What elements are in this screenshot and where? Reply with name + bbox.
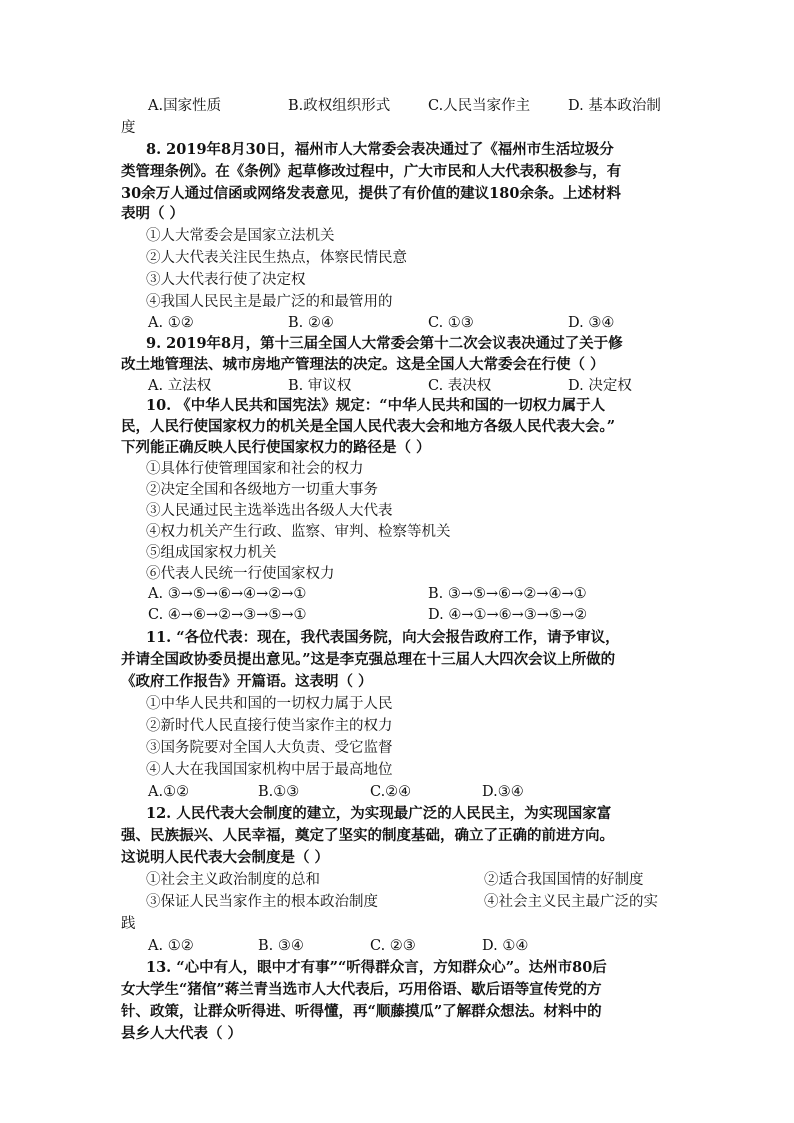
q12-stem-line-2: 强、民族振兴、人民幸福，奠定了坚实的制度基础，确立了正确的前进方向。 [121, 827, 614, 844]
q8-item-4: ④我国人民民主是最广泛的和最管用的 [146, 294, 393, 310]
q8-stem-line-3: 30余万人通过信函或网络发表意见，提供了有价值的建议180余条。上述材料 [121, 185, 621, 202]
q11-item-2: ②新时代人民直接行使当家作主的权力 [146, 718, 393, 734]
q9-stem-line-1: 9. 2019年8月，第十三届全国人大常委会第十二次会议表决通过了关于修 [146, 335, 623, 352]
q8-item-2: ②人大代表关注民生热点，体察民情民意 [146, 250, 407, 266]
q11-item-4: ④人大在我国国家机构中居于最高地位 [146, 762, 393, 778]
q7-option-a: A.国家性质 [148, 98, 222, 114]
q9-option-b: B. 审议权 [288, 378, 352, 394]
q11-option-a: A.①② [148, 784, 190, 800]
q11-options [148, 782, 628, 802]
q10-item-6: ⑥代表人民统一行使国家权力 [146, 566, 335, 582]
q10-options-row-2 [148, 605, 688, 625]
q12-option-d: D. ①④ [482, 938, 529, 954]
q10-options-row-1 [148, 584, 688, 604]
q10-option-a: A. ③→⑤→⑥→④→②→① [148, 586, 307, 602]
q10-option-d: D. ④→①→⑥→③→⑤→② [428, 607, 588, 623]
q11-option-b: B.①③ [258, 784, 300, 800]
q8-stem-line-4: 表明（ ） [121, 205, 185, 222]
q8-option-a: A. ①② [148, 315, 194, 331]
q12-option-a: A. ①② [148, 938, 194, 954]
q11-option-d: D.③④ [482, 784, 524, 800]
q10-item-3: ③人民通过民主选举选出各级人大代表 [146, 503, 393, 519]
q10-stem-line-3: 下列能正确反映人民行使国家权力的路径是（ ） [121, 439, 431, 456]
q11-stem-line-1: 11. “各位代表：现在，我代表国务院，向大会报告政府工作，请予审议， [146, 629, 620, 646]
q12-item-4-wrap: 践 [121, 916, 136, 932]
q10-stem-line-1: 10. 《中华人民共和国宪法》规定：“中华人民共和国的一切权力属于人 [146, 397, 606, 414]
q12-option-b: B. ③④ [258, 938, 304, 954]
q11-item-3: ③国务院要对全国人大负责、受它监督 [146, 740, 393, 756]
q10-stem-line-2: 民，人民行使国家权力的机关是全国人民代表大会和地方各级人民代表大会。” [121, 418, 616, 435]
q7-option-c: C.人民当家作主 [428, 98, 531, 114]
q8-option-d: D. ③④ [568, 315, 615, 331]
q7-option-d: D. 基本政治制 [568, 98, 661, 114]
q7-options [148, 96, 688, 116]
q10-item-1: ①具体行使管理国家和社会的权力 [146, 461, 364, 477]
q9-option-a: A. 立法权 [148, 378, 212, 394]
q13-stem-line-3: 针、政策，让群众听得进、听得懂，再“顺藤摸瓜”了解群众想法。材料中的 [121, 1003, 602, 1020]
q8-item-3: ③人大代表行使了决定权 [146, 272, 306, 288]
q8-option-c: C. ①③ [428, 315, 474, 331]
q13-stem-line-1: 13. “心中有人，眼中才有事”“听得群众言，方知群众心”。达州市80后 [146, 959, 607, 976]
q12-stem-line-1: 12. 人民代表大会制度的建立，为实现最广泛的人民民主，为实现国家富 [146, 805, 612, 822]
q8-item-1: ①人大常委会是国家立法机关 [146, 228, 335, 244]
q12-stem-line-3: 这说明人民代表大会制度是（ ） [121, 849, 330, 866]
q9-options [148, 376, 688, 396]
q12-item-3: ③保证人民当家作主的根本政治制度 [146, 894, 378, 910]
q10-item-5: ⑤组成国家权力机关 [146, 545, 277, 561]
q10-item-4: ④权力机关产生行政、监察、审判、检察等机关 [146, 524, 451, 540]
q13-stem-line-4: 县乡人大代表（ ） [121, 1025, 243, 1042]
q12-item-2: ②适合我国国情的好制度 [484, 872, 644, 888]
q13-stem-line-2: 女大学生“猪倌”蒋兰青当选市人大代表后，巧用俗语、歇后语等宣传党的方 [121, 981, 602, 998]
q11-option-c: C.②④ [370, 784, 412, 800]
q12-options [148, 936, 628, 956]
q8-stem-line-1: 8. 2019年8月30日，福州市人大常委会表决通过了《福州市生活垃圾分 [146, 141, 614, 158]
q9-stem-line-2: 改土地管理法、城市房地产管理法的决定。这是全国人大常委会在行使（ ） [121, 356, 605, 373]
q10-option-c: C. ④→⑥→②→③→⑤→① [148, 607, 307, 623]
q11-stem-line-2: 并请全国政协委员提出意见。”这是李克强总理在十三届人大四次会议上所做的 [121, 651, 616, 668]
q8-stem-line-2: 类管理条例》。在《条例》起草修改过程中，广大市民和人大代表积极参与，有 [121, 163, 622, 180]
q9-option-d: D. 决定权 [568, 378, 632, 394]
q12-item-1: ①社会主义政治制度的总和 [146, 872, 320, 888]
q12-item-4: ④社会主义民主最广泛的实 [484, 894, 658, 910]
q9-option-c: C. 表决权 [428, 378, 492, 394]
q10-option-b: B. ③→⑤→⑥→②→④→① [428, 586, 587, 602]
q11-item-1: ①中华人民共和国的一切权力属于人民 [146, 696, 393, 712]
q8-option-b: B. ②④ [288, 315, 334, 331]
q11-stem-line-3: 《政府工作报告》开篇语。这表明（ ） [121, 673, 373, 690]
q7-option-d-wrap: 度 [121, 120, 136, 136]
q8-options [148, 313, 688, 333]
q7-option-b: B.政权组织形式 [288, 98, 391, 114]
q10-item-2: ②决定全国和各级地方一切重大事务 [146, 482, 378, 498]
q12-option-c: C. ②③ [370, 938, 416, 954]
